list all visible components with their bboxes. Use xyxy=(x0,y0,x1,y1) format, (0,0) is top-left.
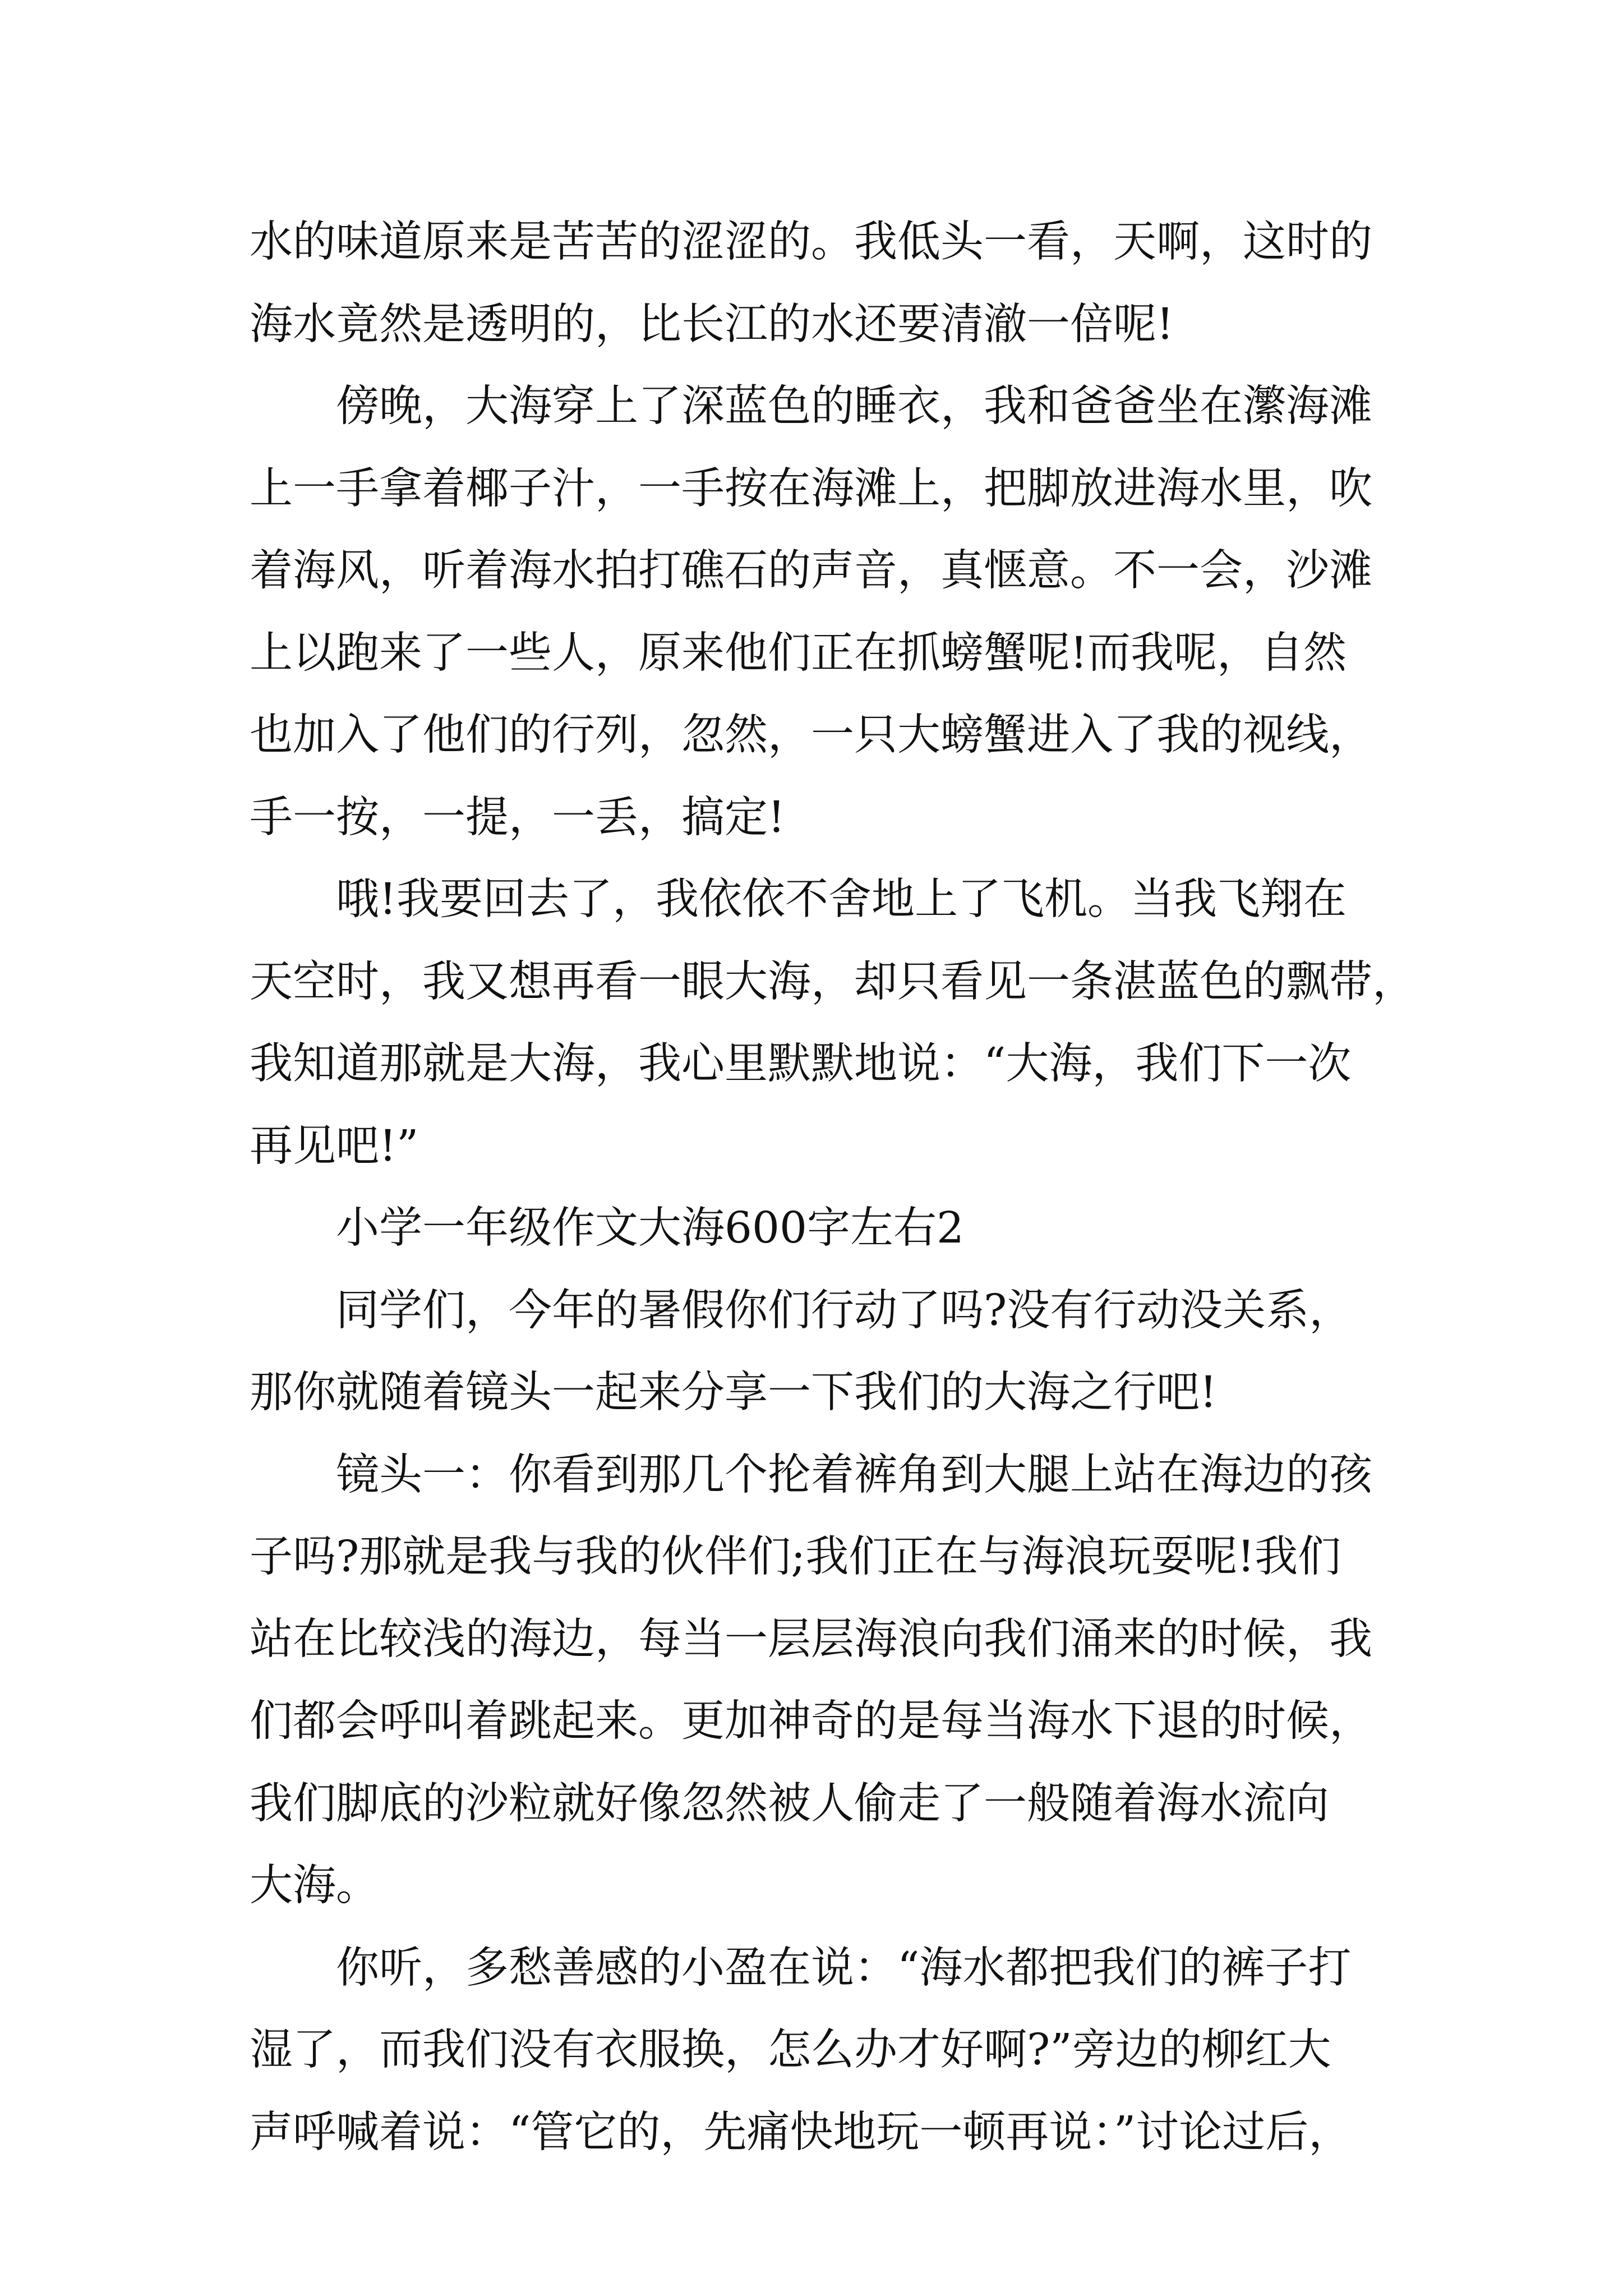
text-line: 着海风，听着海水拍打礁石的声音，真惬意。不一会，沙滩 xyxy=(250,546,1372,596)
text-line: 声呼喊着说：“管它的，先痛快地玩一顿再说：”讨论过后， xyxy=(250,2107,1352,2157)
text-line: 再见吧!” xyxy=(250,1121,419,1171)
text-line: 哦!我要回去了，我依依不舍地上了飞机。当我飞翔在 xyxy=(336,875,1347,924)
text-line: 我知道那就是大海，我心里默默地说：“大海，我们下一次 xyxy=(250,1039,1352,1089)
text-line: 湿了，而我们没有衣服换，怎么办才好啊?”旁边的柳红大 xyxy=(250,2025,1331,2075)
text-line: 子吗?那就是我与我的伙伴们;我们正在与海浪玩耍呢!我们 xyxy=(250,1532,1341,1582)
text-line: 天空时，我又想再看一眼大海，却只看见一条湛蓝色的飘带， xyxy=(250,956,1415,1007)
paragraph xyxy=(250,201,1455,366)
paragraph xyxy=(250,1927,1455,2174)
text-line: 上以跑来了一些人，原来他们正在抓螃蟹呢!而我呢，自然 xyxy=(250,628,1347,678)
text-line: 你听，多愁善感的小盈在说：“海水都把我们的裤子打 xyxy=(336,1943,1352,1993)
text-line: 傍晚，大海穿上了深蓝色的睡衣，我和爸爸坐在瀿海滩 xyxy=(336,381,1372,431)
text-line: 大海。 xyxy=(250,1861,379,1911)
heading-text: 小学一年级作文大海600字左右2 xyxy=(336,1203,964,1253)
text-line: 上一手拿着椰子汁，一手按在海滩上，把脚放进海水里，吹 xyxy=(250,463,1372,514)
text-line: 那你就随着镜头一起来分享一下我们的大海之行吧! xyxy=(250,1368,1217,1418)
text-line: 我们脚底的沙粒就好像忽然被人偷走了一般随着海水流向 xyxy=(250,1778,1329,1829)
paragraph xyxy=(250,859,1455,1188)
text-line: 水的味道原来是苦苦的涩涩的。我低头一看，天啊，这时的 xyxy=(250,217,1372,267)
text-line: 站在比较浅的海边，每当一层层海浪向我们涌来的时候，我 xyxy=(250,1614,1372,1664)
text-line: 海水竟然是透明的，比长江的水还要清澈一倍呢! xyxy=(250,299,1174,349)
section-heading xyxy=(250,1188,1455,1270)
text-line: 同学们，今年的暑假你们行动了吗?没有行动没关系， xyxy=(336,1285,1353,1336)
text-line: 镜头一：你看到那几个抡着裤角到大腿上站在海边的孩 xyxy=(336,1450,1372,1500)
paragraph xyxy=(250,1270,1455,1434)
essay-body xyxy=(250,201,1455,2174)
text-line: 手一按，一提，一丢，搞定! xyxy=(250,792,785,843)
text-line: 们都会呼叫着跳起来。更加神奇的是每当海水下退的时候， xyxy=(250,1696,1372,1746)
text-line: 也加入了他们的行列，忽然，一只大螃蟹进入了我的视线， xyxy=(250,710,1372,760)
paragraph xyxy=(250,1434,1455,1927)
paragraph xyxy=(250,366,1455,859)
